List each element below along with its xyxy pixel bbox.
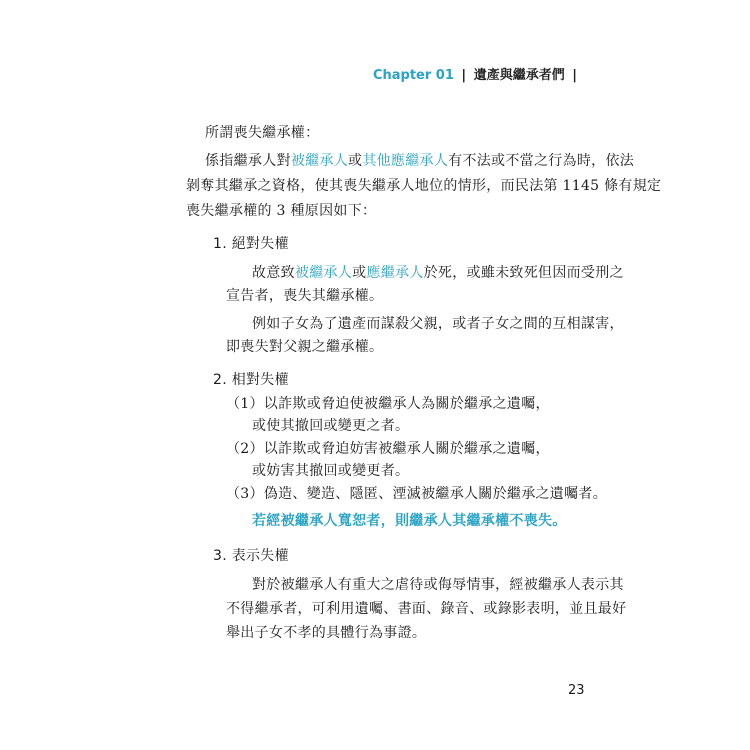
section-1-line-4: 即喪失對父親之繼承權。 (226, 339, 384, 355)
section-1-line-2: 宣告者，喪失其繼承權。 (226, 288, 384, 304)
section-3-line-2: 不得繼承者，可利用遺囑、書面、錄音、或錄影表明，並且最好 (226, 601, 627, 617)
section-2-item-3: （3）偽造、變造、隱匿、湮滅被繼承人關於繼承之遺囑者。 (226, 486, 608, 502)
running-header (373, 64, 580, 83)
chapter-title: 遺產與繼承者們 (473, 68, 565, 83)
text-run: 或 (348, 153, 363, 169)
intro-heading: 所謂喪失繼承權： (205, 125, 320, 141)
section-3-line-1: 對於被繼承人有重大之虐待或侮辱情事，經被繼承人表示其 (252, 577, 624, 593)
section-3-line-3: 舉出子女不孝的具體行為事證。 (226, 625, 427, 641)
section-2-note: 若經被繼承人寬恕者，則繼承人其繼承權不喪失。 (252, 513, 567, 529)
header-end-bar: | (572, 68, 577, 83)
section-2-heading: 2. 相對失權 (213, 372, 289, 388)
text-run: 有不法或不當之行為時，依法 (448, 153, 635, 169)
section-3-heading: 3. 表示失權 (213, 548, 289, 564)
header-separator: | (461, 68, 467, 83)
section-1-heading: 1. 絕對失權 (213, 236, 289, 252)
term-decedent: 被繼承人 (294, 265, 353, 281)
chapter-label: Chapter 01 (372, 68, 454, 83)
section-2-item-1-cont: 或使其撤回或變更之者。 (252, 418, 410, 434)
intro-line-2: 剝奪其繼承之資格，使其喪失繼承人地位的情形，而民法第 1145 條有規定 (186, 178, 662, 194)
section-1-line-1 (252, 262, 624, 282)
intro-line-1 (205, 150, 634, 170)
section-2-item-2: （2）以詐欺或脅迫妨害被繼承人關於繼承之遺囑， (226, 441, 550, 457)
text-run: 或 (352, 265, 367, 281)
page-number: 23 (568, 683, 585, 698)
term-other-heirs: 其他應繼承人 (362, 153, 449, 169)
intro-line-3: 喪失繼承權的 3 種原因如下： (186, 203, 377, 219)
term-heir: 應繼承人 (366, 265, 424, 281)
section-2-item-1: （1）以詐欺或脅迫使被繼承人為關於繼承之遺囑， (226, 396, 550, 412)
text-run: 於死，或雖未致死但因而受刑之 (423, 265, 624, 281)
text-run: 係指繼承人對 (205, 153, 291, 169)
section-2-item-2-cont: 或妨害其撤回或變更者。 (252, 463, 410, 479)
section-1-line-3: 例如子女為了遺產而謀殺父親，或者子女之間的互相謀害， (252, 316, 624, 332)
text-run: 故意致 (252, 265, 295, 281)
term-decedent: 被繼承人 (290, 153, 349, 169)
